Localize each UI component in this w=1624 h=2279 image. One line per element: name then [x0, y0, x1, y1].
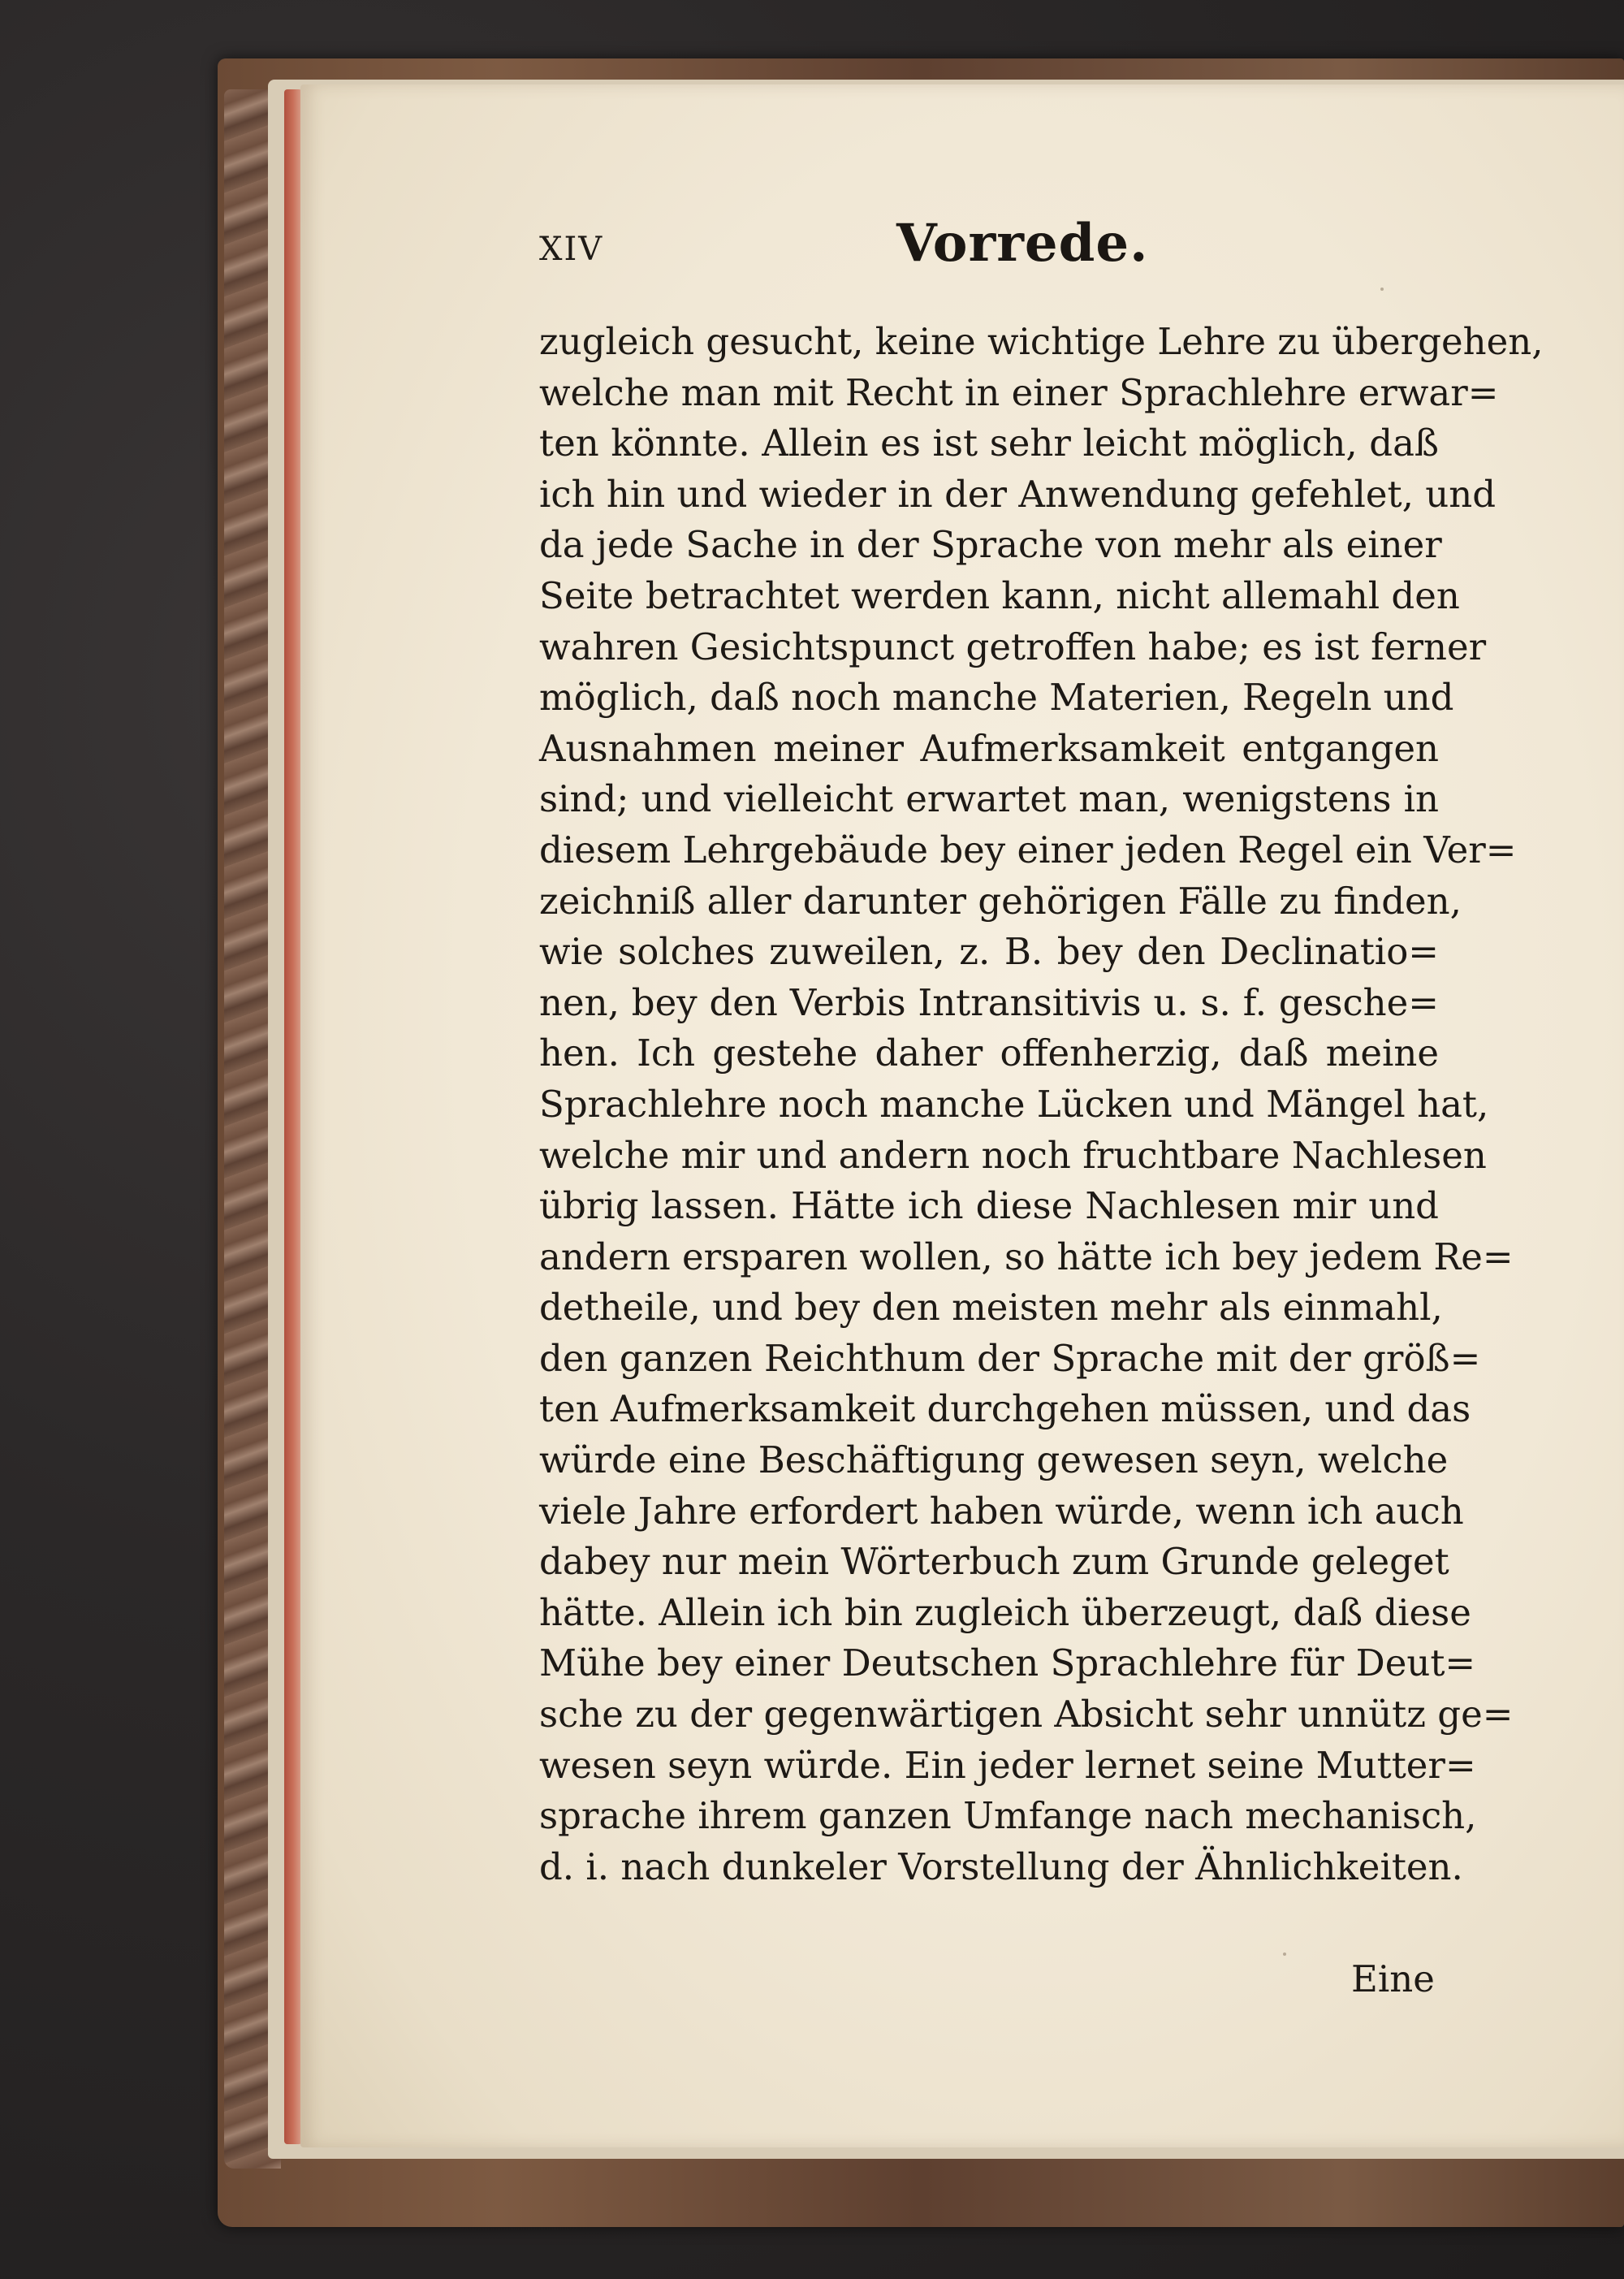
- red-page-edge: [284, 89, 302, 2144]
- text-line: d. i. nach dunkeler Vorstellung der Ähnlichkeiten.: [539, 1844, 1463, 1888]
- text-line: wie solches zuweilen, z. B. bey den Declinatio=: [539, 930, 1439, 974]
- text-line: hätte. Allein ich bin zugleich überzeugt, daß diese: [539, 1590, 1471, 1634]
- text-line: wesen seyn würde. Ein jeder lernet seine Mutter=: [539, 1743, 1476, 1787]
- paper-speck: [1380, 288, 1384, 291]
- page-number: XIV: [539, 231, 604, 268]
- text-line: Mühe bey einer Deutschen Sprachlehre für Deut=: [539, 1641, 1476, 1685]
- text-line: Ausnahmen meiner Aufmerksamkeit entgangen: [539, 726, 1439, 770]
- text-line: wahren Gesichtspunct getroffen habe; es ist ferner: [539, 625, 1487, 668]
- text-line: sprache ihrem ganzen Umfange nach mechanisch,: [539, 1794, 1477, 1838]
- text-line: detheile, und bey den meisten mehr als einmahl,: [539, 1286, 1443, 1330]
- text-line: sind; und vielleicht erwartet man, wenigstens in: [539, 777, 1439, 821]
- text-line: würde eine Beschäftigung gewesen seyn, welche: [539, 1438, 1449, 1482]
- text-line: nen, bey den Verbis Intransitivis u. s. f. gesche=: [539, 980, 1439, 1024]
- text-line: möglich, daß noch manche Materien, Regeln und: [539, 676, 1454, 720]
- text-line: diesem Lehrgebäude bey einer jeden Regel ein Ver=: [539, 828, 1517, 871]
- body-text: [539, 317, 1544, 1892]
- page-header: [539, 213, 1449, 286]
- text-line: hen. Ich gestehe daher offenherzig, daß meine: [539, 1031, 1439, 1075]
- text-line: übrig lassen. Hätte ich diese Nachlesen mir und: [539, 1184, 1439, 1228]
- text-line: Sprachlehre noch manche Lücken und Mängel hat,: [539, 1082, 1489, 1126]
- text-line: den ganzen Reichthum der Sprache mit der größ=: [539, 1336, 1481, 1380]
- text-line: sche zu der gegenwärtigen Absicht sehr unnütz ge=: [539, 1693, 1514, 1736]
- text-line: dabey nur mein Wörterbuch zum Grunde geleget: [539, 1540, 1449, 1584]
- text-line: da jede Sache in der Sprache von mehr als einer: [539, 523, 1442, 567]
- text-line: welche mir und andern noch fruchtbare Nachlesen: [539, 1133, 1487, 1177]
- text-line: welche man mit Recht in einer Sprachlehre erwar=: [539, 370, 1499, 414]
- catchword: Eine: [1351, 1957, 1435, 2000]
- text-line: viele Jahre erfordert haben würde, wenn ich auch: [539, 1489, 1464, 1533]
- text-line: zeichniß aller darunter gehörigen Fälle zu finden,: [539, 879, 1462, 923]
- text-line: zugleich gesucht, keine wichtige Lehre zu übergehen,: [539, 320, 1544, 363]
- text-line: ten Aufmerksamkeit durchgehen müssen, und das: [539, 1387, 1471, 1431]
- text-line: Seite betrachtet werden kann, nicht allemahl den: [539, 573, 1460, 617]
- text-line: andern ersparen wollen, so hätte ich bey jedem Re=: [539, 1235, 1514, 1278]
- running-title: Vorrede.: [896, 213, 1149, 274]
- text-line: ich hin und wieder in der Anwendung gefehlet, und: [539, 472, 1497, 516]
- text-line: ten könnte. Allein es ist sehr leicht möglich, daß: [539, 422, 1439, 465]
- paper-speck: [1283, 1953, 1286, 1956]
